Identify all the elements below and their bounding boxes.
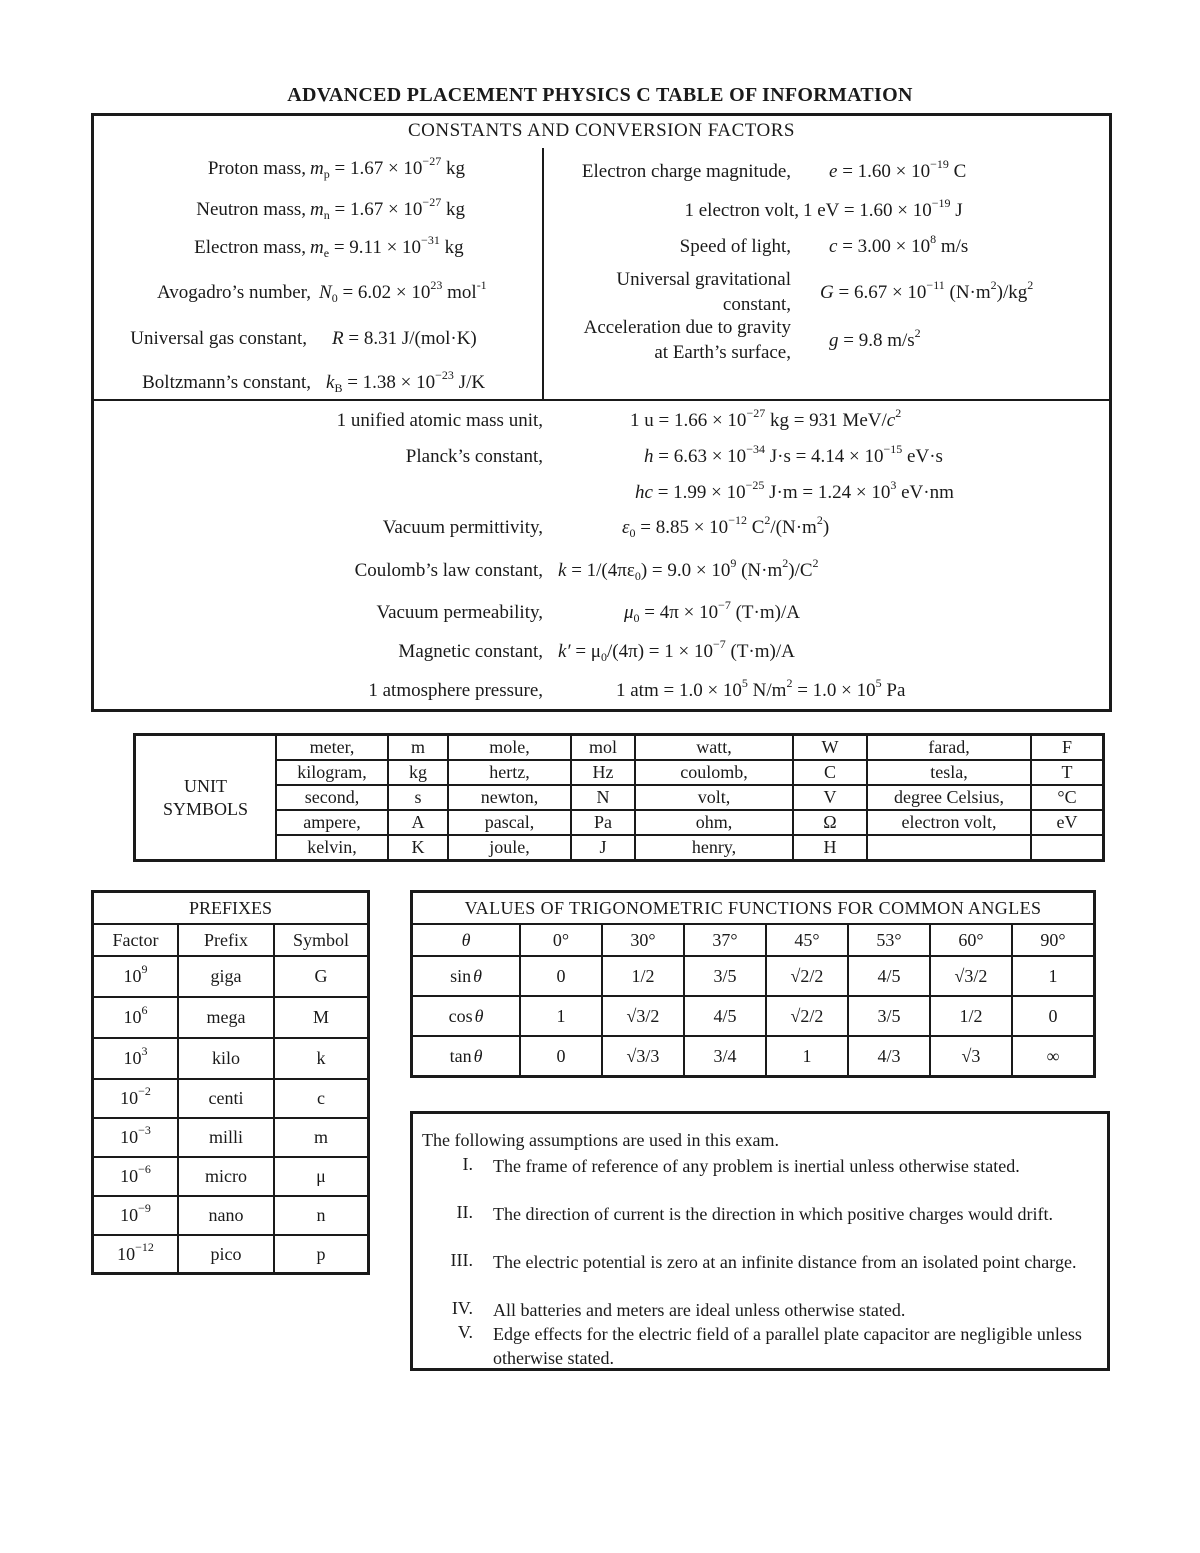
trig-value: 1 (520, 996, 602, 1036)
unit-name: hertz, (448, 760, 571, 785)
page-title: ADVANCED PLACEMENT PHYSICS C TABLE OF INFORMATION (287, 84, 913, 106)
unit-row (135, 735, 1104, 761)
unit-name: pascal, (448, 810, 571, 835)
unit-symbol: N (571, 785, 635, 810)
prefixes-table (91, 890, 370, 1275)
unit-name: ampere, (276, 810, 388, 835)
prefix-factor-exponent: −2 (138, 1084, 151, 1098)
unit-name: watt, (635, 735, 793, 761)
prefix-factor-base: 10 (120, 1127, 139, 1147)
unit-symbol: V (793, 785, 867, 810)
trig-angle-header: 30° (602, 924, 684, 956)
unit-symbols-header-line1: UNIT (184, 775, 227, 796)
trig-row (412, 1036, 1095, 1077)
prefix-name: giga (178, 956, 274, 997)
unit-name: meter, (276, 735, 388, 761)
prefix-symbol: p (274, 1235, 369, 1274)
unit-name: volt, (635, 785, 793, 810)
unit-row (135, 810, 1104, 835)
prefix-column-header: Factor (93, 924, 179, 956)
trig-value: 1/2 (602, 956, 684, 996)
prefix-name: micro (178, 1157, 274, 1196)
trig-value: 3/5 (684, 956, 766, 996)
trig-function-name: sin (450, 965, 472, 986)
unit-name: second, (276, 785, 388, 810)
prefix-factor (93, 1196, 179, 1235)
prefix-symbol: M (274, 997, 369, 1038)
prefix-symbol: k (274, 1038, 369, 1079)
prefix-symbol: G (274, 956, 369, 997)
unit-row (135, 835, 1104, 861)
unit-name: coulomb, (635, 760, 793, 785)
unit-name (867, 835, 1031, 861)
unit-name: newton, (448, 785, 571, 810)
unit-symbol: Pa (571, 810, 635, 835)
prefix-row (93, 1079, 369, 1118)
trig-theta: θ (473, 965, 482, 986)
prefix-factor-base: 10 (117, 1243, 136, 1264)
unit-name: farad, (867, 735, 1031, 761)
prefix-column-header: Prefix (178, 924, 274, 956)
unit-symbol: F (1031, 735, 1104, 761)
trig-theta-header: θ (412, 924, 521, 956)
prefix-factor (93, 1157, 179, 1196)
trig-values-table (410, 890, 1096, 1078)
trig-value: 0 (1012, 996, 1095, 1036)
prefix-name: mega (178, 997, 274, 1038)
unit-symbols-header-line2: SYMBOLS (162, 798, 249, 819)
trig-value: √3/2 (930, 956, 1012, 996)
trig-angle-header: 60° (930, 924, 1012, 956)
trig-row (412, 996, 1095, 1036)
unit-symbol: Ω (793, 810, 867, 835)
trig-row (412, 956, 1095, 996)
prefix-row (93, 1235, 369, 1274)
constants-section-divider (94, 399, 1109, 401)
prefix-factor-base: 10 (120, 1205, 139, 1225)
prefix-factor-exponent: −3 (138, 1123, 151, 1137)
trig-heading: VALUES OF TRIGONOMETRIC FUNCTIONS FOR COMMON ANGLES (412, 892, 1095, 925)
unit-symbols-table (133, 733, 1105, 862)
trig-angle-header: 90° (1012, 924, 1095, 956)
trig-function-label (412, 1036, 521, 1077)
trig-theta: θ (473, 1045, 483, 1066)
prefixes-heading: PREFIXES (93, 892, 369, 925)
unit-symbol (1031, 835, 1104, 861)
unit-row (135, 760, 1104, 785)
prefix-row (93, 1118, 369, 1157)
prefix-factor (93, 1079, 179, 1118)
trig-angles-row (412, 924, 1095, 956)
trig-value: 4/5 (684, 996, 766, 1036)
constants-box: CONSTANTS AND CONVERSION FACTORS Proton mass, $m_p = 1.67 \times 10^{-27}$ kg Neutron mass, $m_n = 1.67 \times 10^{-27}$ kg Electron mass, $m_e = 9.11 \times 10^{-31}$ kg Avogadro’s number, $N_0 = 6.02 \times 10^{23}$ mol$^{-1}$ Universal gas constant, R = 8.31 J/(mol·K) Boltzmann’s constant, $k_B = 1.38 \times 10^{-23}$ J/K Electron charge magnitude, $e = 1.60 \times 10^{-19}$ C 1 electron volt, 1 eV = $1.60 \times 10^{-19}$ J Speed of light, $c = 3.00 \times 10^8$ m/s Universal gravitational constant, $G = 6.67 \times 10^{-11}$ $(N\cdot m^2)/kg^2$ Acceleration due to gravity at Earth’s surface, g = 9.8 $m/s^2$ 1 unified atomic mass unit, 1 $u = 1.66 \times 10^{-27}$ kg = 931 MeV/$c^2$ Planck’s constant, $h = 6.63 \times 10^{-34}$ $J\cdot s = 4.14 \times 10^{-15}$ eV·s hc = $1.99 \times 10^{-25}$ $J\cdot m = 1.24 \times 10^3$ eV·nm Vacuum permittivity, $\varepsilon_0 = 8.85 \times 10^{-12}$ $C^2/(N\cdot m^2)$ Coulomb’s law constant, $k = 1/(4\pi\varepsilon_0) = 9.0 \times 10^9$ $(N\cdot m^2)/C^2$ Vacuum permeability, $\mu_0 = 4\pi \times 10^{-7}$ (T·m)/A Magnetic constant, $k' = \mu_0/(4\pi) = 1 \times 10^{-7}$ (T·m)/A 1 atmosphere pressure, 1 atm = $1.0 \times 10^5$ $N/m^2 = 1.0 \times 10^5$ Pa (91, 113, 1112, 712)
prefix-heading-row (93, 892, 369, 925)
prefix-factor-base: 10 (120, 1166, 139, 1186)
unit-symbol: eV (1031, 810, 1104, 835)
prefix-factor (93, 956, 179, 997)
unit-symbol: kg (388, 760, 448, 785)
trig-angle-header: 37° (684, 924, 766, 956)
trig-function-name: tan (449, 1045, 472, 1066)
unit-symbol: mol (571, 735, 635, 761)
unit-name: ohm, (635, 810, 793, 835)
prefix-row (93, 997, 369, 1038)
prefix-factor (93, 1118, 179, 1157)
trig-angle-header: 0° (520, 924, 602, 956)
constants-column-divider (542, 148, 544, 399)
unit-symbol: Hz (571, 760, 635, 785)
assumptions-intro: The following assumptions are used in this exam. (422, 1130, 779, 1150)
unit-name: tesla, (867, 760, 1031, 785)
trig-value: 1 (1012, 956, 1095, 996)
unit-symbol: s (388, 785, 448, 810)
prefix-factor-base: 10 (123, 966, 142, 986)
trig-value: ∞ (1012, 1036, 1095, 1077)
prefix-columns-row (93, 924, 369, 956)
assumptions-box: The following assumptions are used in this exam. I. The frame of reference of any problem is inertial unless otherwise stated. II. The direction of current is the direction in which positive charges would drift. III. The electric potential is zero at an infinite distance from an isolated point charge. IV. All batteries and meters are ideal unless otherwise stated. V. Edge effects for the electric field of a parallel plate capacitor are negligible unless otherwise stated. (410, 1111, 1110, 1371)
unit-symbol: J (571, 835, 635, 861)
trig-value: √3/2 (602, 996, 684, 1036)
prefix-symbol: c (274, 1079, 369, 1118)
trig-value: √2/2 (766, 956, 848, 996)
unit-symbol: °C (1031, 785, 1104, 810)
unit-name: mole, (448, 735, 571, 761)
prefix-symbol: μ (274, 1157, 369, 1196)
unit-symbol: m (388, 735, 448, 761)
trig-heading-row (412, 892, 1095, 925)
prefix-name: centi (178, 1079, 274, 1118)
unit-name: electron volt, (867, 810, 1031, 835)
unit-symbol: C (793, 760, 867, 785)
prefix-symbol: m (274, 1118, 369, 1157)
unit-name: degree Celsius, (867, 785, 1031, 810)
trig-theta: θ (474, 1005, 484, 1026)
unit-name: kilogram, (276, 760, 388, 785)
unit-symbol: K (388, 835, 448, 861)
prefix-factor-base: 10 (120, 1088, 139, 1108)
prefix-factor-exponent: −12 (135, 1239, 154, 1254)
prefix-factor-exponent: 9 (141, 962, 148, 976)
trig-value: 4/5 (848, 956, 930, 996)
unit-name: kelvin, (276, 835, 388, 861)
prefix-factor-exponent: −6 (138, 1162, 151, 1176)
unit-symbol: A (388, 810, 448, 835)
prefix-row (93, 1038, 369, 1079)
constants-heading: CONSTANTS AND CONVERSION FACTORS (408, 120, 795, 141)
prefix-factor (93, 1038, 179, 1079)
trig-function-label (412, 956, 521, 996)
unit-symbols-header (135, 735, 277, 861)
trig-value: 3/4 (684, 1036, 766, 1077)
prefix-factor-base: 10 (123, 1007, 142, 1027)
prefix-factor-base: 10 (123, 1048, 142, 1068)
prefix-name: kilo (178, 1038, 274, 1079)
unit-symbol: H (793, 835, 867, 861)
prefix-row (93, 956, 369, 997)
prefix-row (93, 1196, 369, 1235)
prefix-name: nano (178, 1196, 274, 1235)
trig-value: √3/3 (602, 1036, 684, 1077)
trig-value: 3/5 (848, 996, 930, 1036)
prefix-column-header: Symbol (274, 924, 369, 956)
trig-value: 0 (520, 1036, 602, 1077)
unit-symbol: W (793, 735, 867, 761)
trig-value: 1 (766, 1036, 848, 1077)
trig-angle-header: 53° (848, 924, 930, 956)
prefix-row (93, 1157, 369, 1196)
unit-symbol: T (1031, 760, 1104, 785)
unit-name: joule, (448, 835, 571, 861)
prefix-name: milli (178, 1118, 274, 1157)
trig-function-name: cos (448, 1005, 473, 1026)
prefix-factor (93, 1235, 179, 1274)
prefix-factor-exponent: 3 (141, 1044, 148, 1058)
trig-value: 4/3 (848, 1036, 930, 1077)
trig-value: 1/2 (930, 996, 1012, 1036)
prefix-name: pico (178, 1235, 274, 1274)
trig-value: √2/2 (766, 996, 848, 1036)
prefix-factor-exponent: −9 (138, 1201, 151, 1215)
trig-value: √3 (930, 1036, 1012, 1077)
unit-name: henry, (635, 835, 793, 861)
trig-function-label (412, 996, 521, 1036)
trig-value: 0 (520, 956, 602, 996)
trig-angle-header: 45° (766, 924, 848, 956)
prefix-factor (93, 997, 179, 1038)
unit-row (135, 785, 1104, 810)
prefix-symbol: n (274, 1196, 369, 1235)
prefix-factor-exponent: 6 (141, 1003, 148, 1017)
